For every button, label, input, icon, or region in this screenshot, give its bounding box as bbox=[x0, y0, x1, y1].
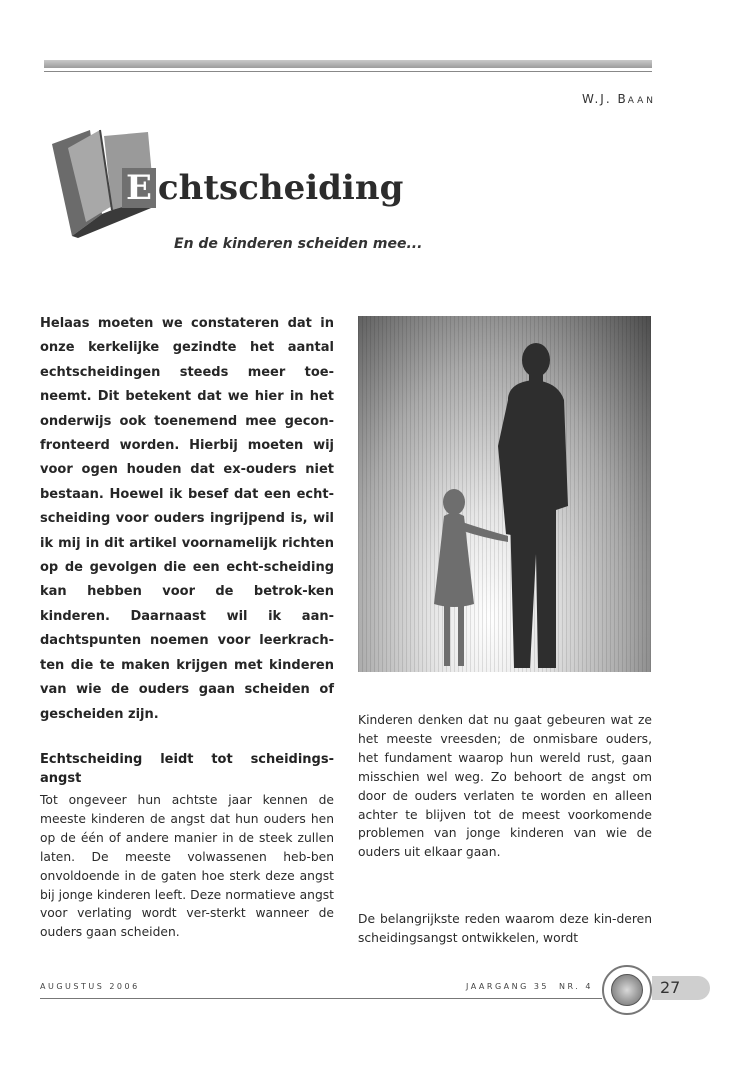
author-name bbox=[582, 92, 656, 106]
author-initials: W.J. B bbox=[582, 92, 628, 106]
header-rule bbox=[44, 71, 652, 72]
seal-emblem-icon bbox=[602, 965, 652, 1015]
section-body-paragraph: Tot ongeveer hun achtste jaar kennen de meeste kinderen de angst dat hun ouders hen op de één of andere manier in de steek zullen laten. De meeste volwassenen heb-ben onvoldoende in de gaten hoe sterk deze angst bij jonge kinderen leeft. Deze normatieve angst voor verlating wordt ver-sterkt wanneer de ouders gaan scheiden. bbox=[40, 793, 334, 940]
article-subtitle: En de kinderen scheiden mee... bbox=[174, 236, 423, 252]
footer-date: AUGUSTUS 2006 bbox=[40, 982, 140, 991]
footer-rule bbox=[40, 998, 602, 999]
title-text: chtscheiding bbox=[157, 168, 404, 208]
right-column-paragraph-2: De belangrijkste reden waarom deze kin-deren scheidingsangst ontwikkelen, wordt bbox=[358, 912, 652, 945]
header-band bbox=[44, 60, 652, 68]
parent-child-photo bbox=[358, 316, 651, 672]
silhouette-figures bbox=[358, 316, 651, 672]
article-title bbox=[122, 168, 403, 208]
right-column-paragraph-1: Kinderen denken dat nu gaat gebeuren wat ze het meeste vreesden; de onmisbare ouders, het fundament waarop hun wereld rust, gaan misschien wel weg. Zo behoort de angst om door de ouders verlaten te worden en alleen achter te blijven tot de meest voorkomende problemen van jonge kinderen van wie de ouders uit elkaar gaan. bbox=[358, 713, 652, 860]
footer-issue-number: NR. 4 bbox=[559, 982, 593, 991]
page-number: 27 bbox=[652, 976, 710, 1000]
intro-paragraph: Helaas moeten we constateren dat in onze kerkelijke gezindte het aantal echtscheidingen steeds meer toe-neemt. Dit betekent dat we hier in het onderwijs ook toenemend mee gecon-fronteerd worden. Hierbij moeten wij voor ogen houden dat ex-ouders niet bestaan. Hoewel ik besef dat een echt-scheiding voor ouders ingrijpend is, wil ik mij in dit artikel voornamelijk richten op de gevolgen die een echt-scheiding kan hebben voor de betrok-ken kinderen. Daarnaast wil ik aan-dachtspunten noemen voor leerkrach-ten die te maken krijgen met kinderen van wie de ouders gaan scheiden of gescheiden zijn. bbox=[40, 316, 334, 722]
author-surname-rest: AAN bbox=[627, 96, 656, 106]
title-drop-initial: E bbox=[122, 168, 156, 208]
footer-volume: JAARGANG 35 bbox=[466, 982, 550, 991]
section-heading: Echtscheiding leidt tot scheidings-angst bbox=[40, 752, 334, 786]
footer-issue-info bbox=[466, 982, 593, 991]
